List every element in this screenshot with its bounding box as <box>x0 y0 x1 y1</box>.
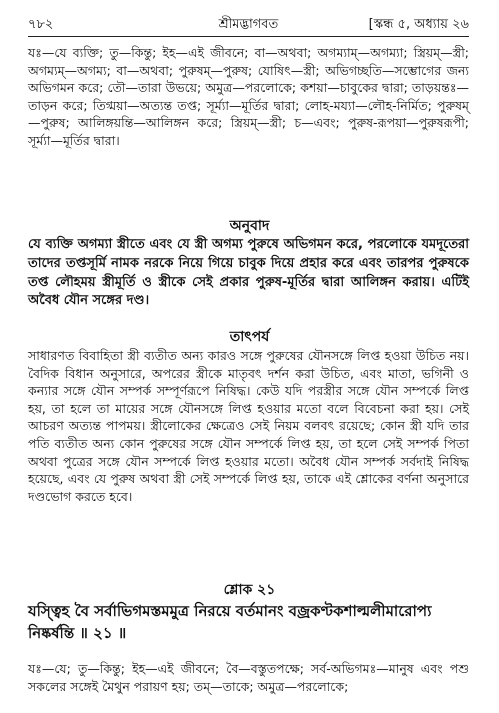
translation-text: যে ব্যক্তি অগম্যা স্ত্রীতে এবং যে স্ত্রী অগম্য পুরুষে অভিগমন করে, পরলোকে যমদূতেরা তাদের তপ্তসূর্মি নামক নরকে নিয়ে গিয়ে চাবুক দিয়ে প্রহার করে এবং তারপর পুরুষকে তপ্ত লৌহময় স্ত্রীমূর্তি ও স্ত্রীকে সেই প্রকার পুরুষ-মূর্তির দ্বারা আলিঙ্গন করায়। এটিই অবৈধ যৌন সঙ্গের দণ্ড। <box>28 237 469 309</box>
chapter-reference: [স্কন্ধ ৫, অধ্যায় ২৬ <box>368 17 469 32</box>
page-number: ৭৮২ <box>28 17 54 32</box>
translation-block <box>28 236 469 311</box>
synonyms-bottom-text: যঃ—যে; তু—কিন্তু; ইহ—এই জীবনে; বৈ—বস্তুতপক্ষে; সর্ব-অভিগমঃ—মানুষ এবং পশু সকলের সঙ্গেই মৈথুন পরায়ণ হয়; তম্—তাকে; অমুত্র—পরলোকে; <box>28 661 469 694</box>
book-title: শ্রীমদ্ভাগবত <box>218 17 279 32</box>
translation-heading: অনুবাদ <box>229 218 270 234</box>
synonyms-text: যঃ—যে ব্যক্তি; তু—কিন্তু; ইহ—এই জীবনে; বা—অথবা; অগম্যাম্—অগম্যা; স্ত্রিয়ম্—স্ত্রী; অগম্যম্—অগম্য; বা—অথবা; পুরুষম্—পুরুষ; যোষিৎ—স্ত্রী; অভিগচ্ছতি—সম্ভোগের জন্য অভিগমন করে; তৌ—তারা উভয়ে; অমুত্র—পরলোকে; কশয়া—চাবুকের দ্বারা; তাড়য়ন্তঃ—তাড়ন করে; তিগ্ময়া—অত্যন্ত তপ্ত; সূর্ম্যা—মূর্তির দ্বারা; লোহ-ময্যা—লৌহ-নির্মিত; পুরুষম্—পুরুষ; আলিঙ্গয়ন্তি—আলিঙ্গন করে; স্ত্রিয়ম্—স্ত্রী; চ—এবং; পুরুষ-রূপয়া—পুরুষরূপী; সূর্ম্যা—মূর্তির দ্বারা। <box>28 45 469 148</box>
purport-heading: তাৎপর্য <box>229 329 270 345</box>
running-header <box>28 14 469 37</box>
verse-block <box>28 600 469 644</box>
purport-block <box>28 347 469 505</box>
purport-text: সাধারণত বিবাহিতা স্ত্রী ব্যতীত অন্য কারও সঙ্গে পুরুষের যৌনসঙ্গে লিপ্ত হওয়া উচিত নয়। বৈদিক বিধান অনুসারে, অপরের স্ত্রীকে মাতৃবৎ দর্শন করা উচিত, এবং মাতা, ভগিনী ও কন্যার সঙ্গে যৌন সম্পর্ক সম্পূর্ণরূপে নিষিদ্ধ। কেউ যদি পরস্ত্রীর সঙ্গে যৌন সম্পর্কে লিপ্ত হয়, তা হলে তা মায়ের সঙ্গে যৌনসঙ্গে লিপ্ত হওয়ার মতো বলে বিবেচনা করা হয়। সেই আচরণ অত্যন্ত পাপময়। স্ত্রীলোকের ক্ষেত্রেও সেই নিয়ম বলবৎ রয়েছে; কোন স্ত্রী যদি তার পতি ব্যতীত অন্য কোন পুরুষের সঙ্গে যৌন সম্পর্কে লিপ্ত হয়, তা হলে সেই সম্পর্ক পিতা অথবা পুত্রের সঙ্গে যৌন সম্পর্কে লিপ্ত হওয়ার মতো। অবৈধ যৌন সম্পর্ক সর্বদাই নিষিদ্ধ হয়েছে, এবং যে পুরুষ অথবা স্ত্রী সেই সম্পর্কে লিপ্ত হয়, তাকে এই শ্লোকের বর্ণনা অনুসারে দণ্ডভোগ করতে হবে। <box>28 348 469 504</box>
synonyms-bottom-block <box>28 660 469 695</box>
verse-text: যস্ত্বিহ বৈ সর্বাভিগমস্তমমুত্র নিরয়ে বর্তমানং বজ্রকণ্টকশাল্মলীমারোপ্য নিষ্কর্ষন্তি ॥ ২১ ॥ <box>28 602 432 642</box>
verse-heading: শ্লোক ২১ <box>223 582 276 598</box>
synonyms-block <box>28 44 469 150</box>
